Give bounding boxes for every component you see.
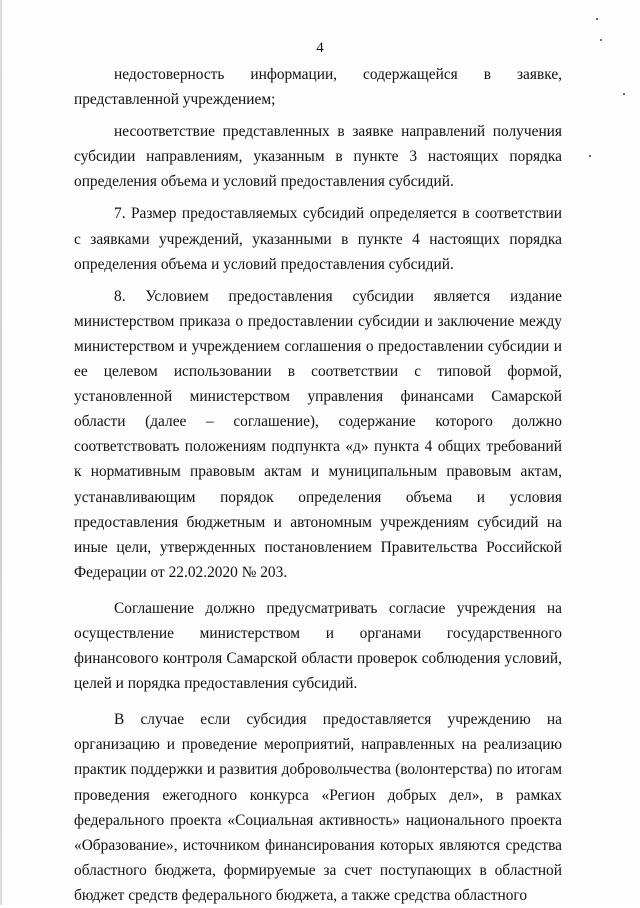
paragraph-2: несоответствие представленных в заявке направлений получения субсидии направлениям, указанным в пункте 3 настоящих порядка определения объема и условий предоставления субсидий. xyxy=(74,123,562,191)
scan-speck xyxy=(596,18,598,20)
scan-left-edge xyxy=(0,0,2,905)
paragraph-6-volunteering: В случае если субсидия предоставляется учреждению на организацию и проведение мероприятий, направленных на реализацию практик поддержки и развития добровольчества (волонтерства) по итогам проведения ежегодного конкурса «Регион добрых дел», в рамках федерального проекта «Социальная активность» национального проекта «Образование», источником финансирования которых являются средства областного бюджета, формируемые за счет поступающих в областной бюджет средств федерального бюджета, а также средства областного xyxy=(74,711,562,904)
paragraph-4-item-8: 8. Условием предоставления субсидии является издание министерством приказа о предоставлении субсидии и заключение между министерством и учреждением соглашения о предоставлении субсидии и ее целевом использовании в соответствии с типовой формой, установленной министерством управления финансами Самарской области (далее – соглашение), содержание которого должно соответствовать положениям подпункта «д» пункта 4 общих требований к нормативным правовым актам и муниципальным правовым актам, устанавливающим порядок определения объема и условия предоставления бюджетным и автономным учреждениям субсидий на иные цели, утвержденных постановлением Правительства Российской Федерации от 22.02.2020 № 203. xyxy=(74,287,562,581)
scan-speck xyxy=(623,93,625,95)
document-body xyxy=(74,62,562,908)
paragraph-5-agreement: Соглашение должно предусматривать согласие учреждения на осуществление министерством и органами государственного финансового контроля Самарской области проверок соблюдения условий, целей и порядка предоставления субсидий. xyxy=(74,599,562,693)
scan-speck xyxy=(600,39,602,41)
paragraph-1: недостоверность информации, содержащейся в заявке, представленной учреждением; xyxy=(74,66,562,109)
scan-speck xyxy=(589,155,591,157)
paragraph-3-item-7: 7. Размер предоставляемых субсидий определяется в соответствии с заявками учреждений, указанными в пункте 4 настоящих порядка определения объема и условий предоставления субсидий. xyxy=(74,205,562,273)
page-number: 4 xyxy=(316,40,324,56)
